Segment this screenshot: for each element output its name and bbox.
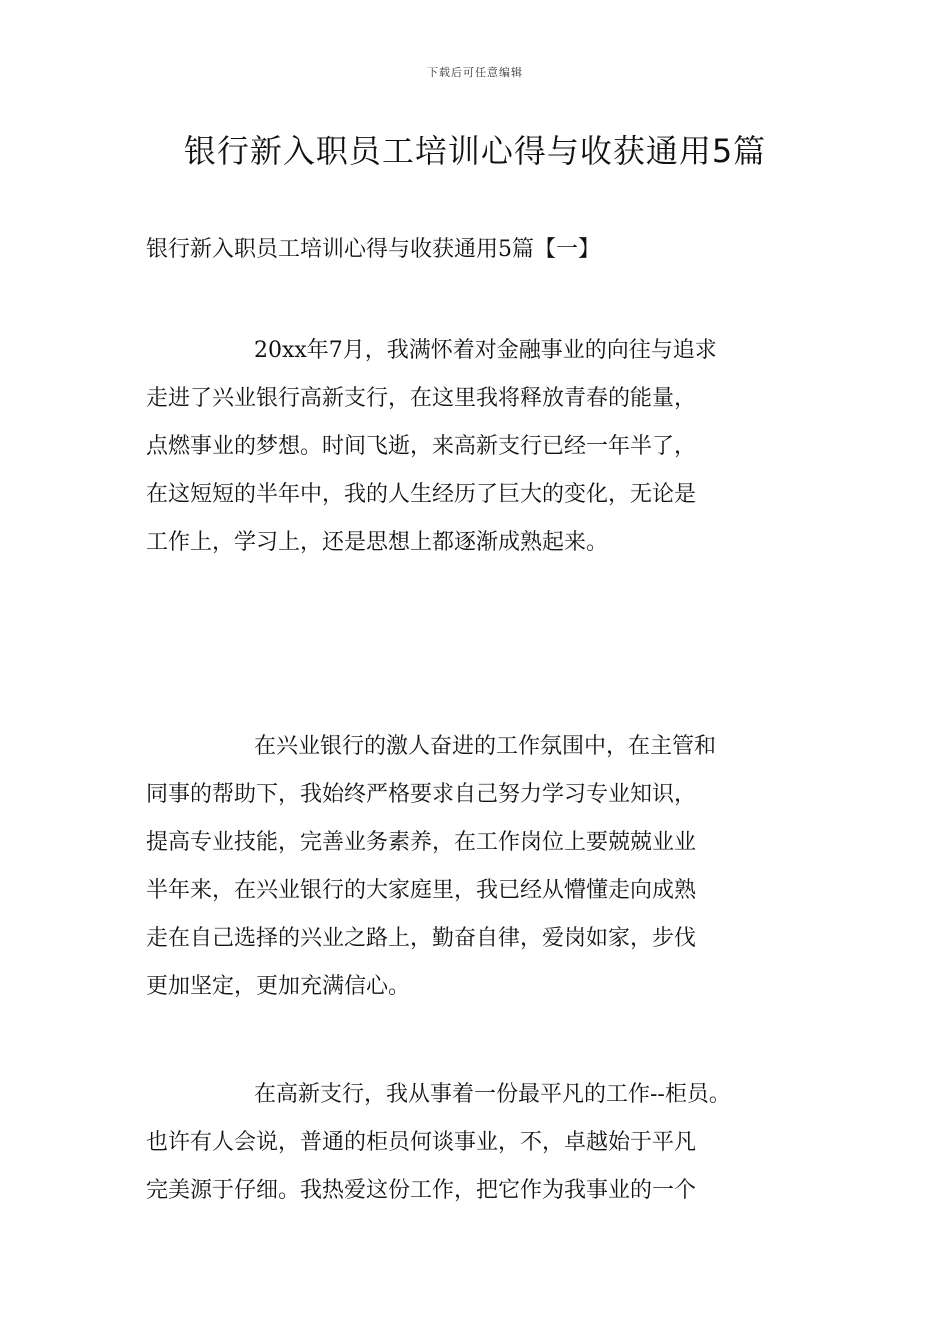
paragraph-line: 也许有人会说，普通的柜员何谈事业，不，卓越始于平凡	[146, 1130, 697, 1155]
paragraph-line: 走进了兴业银行高新支行，在这里我将释放青春的能量，	[146, 386, 697, 411]
paragraph-line: 完美源于仔细。我热爱这份工作，把它作为我事业的一个	[146, 1178, 697, 1203]
paragraph-3	[146, 1071, 826, 1215]
paragraph-line: 在兴业银行的激人奋进的工作氛围中，在主管和	[254, 734, 717, 759]
paragraph-line: 半年来，在兴业银行的大家庭里，我已经从懵懂走向成熟	[146, 878, 697, 903]
paragraph-line: 在这短短的半年中，我的人生经历了巨大的变化，无论是	[146, 482, 697, 507]
paragraph-1	[146, 327, 826, 567]
paragraph-line: 在高新支行，我从事着一份最平凡的工作--柜员。	[254, 1082, 731, 1107]
paragraph-line: 点燃事业的梦想。时间飞逝，来高新支行已经一年半了，	[146, 434, 697, 459]
document-title: 银行新入职员工培训心得与收获通用5篇	[183, 132, 767, 170]
paragraph-line: 提高专业技能，完善业务素养，在工作岗位上要兢兢业业	[146, 830, 697, 855]
section-title: 银行新入职员工培训心得与收获通用5篇【一】	[146, 237, 600, 262]
paragraph-line: 更加坚定，更加充满信心。	[146, 974, 411, 999]
paragraph-2	[146, 723, 826, 1011]
paragraph-line: 走在自己选择的兴业之路上，勤奋自律，爱岗如家，步伐	[146, 926, 697, 951]
paragraph-line: 20xx年7月，我满怀着对金融事业的向往与追求	[254, 338, 717, 363]
paragraph-line: 同事的帮助下，我始终严格要求自己努力学习专业知识，	[146, 782, 697, 807]
header-note: 下载后可任意编辑	[427, 66, 523, 79]
paragraph-line: 工作上，学习上，还是思想上都逐渐成熟起来。	[146, 530, 609, 555]
